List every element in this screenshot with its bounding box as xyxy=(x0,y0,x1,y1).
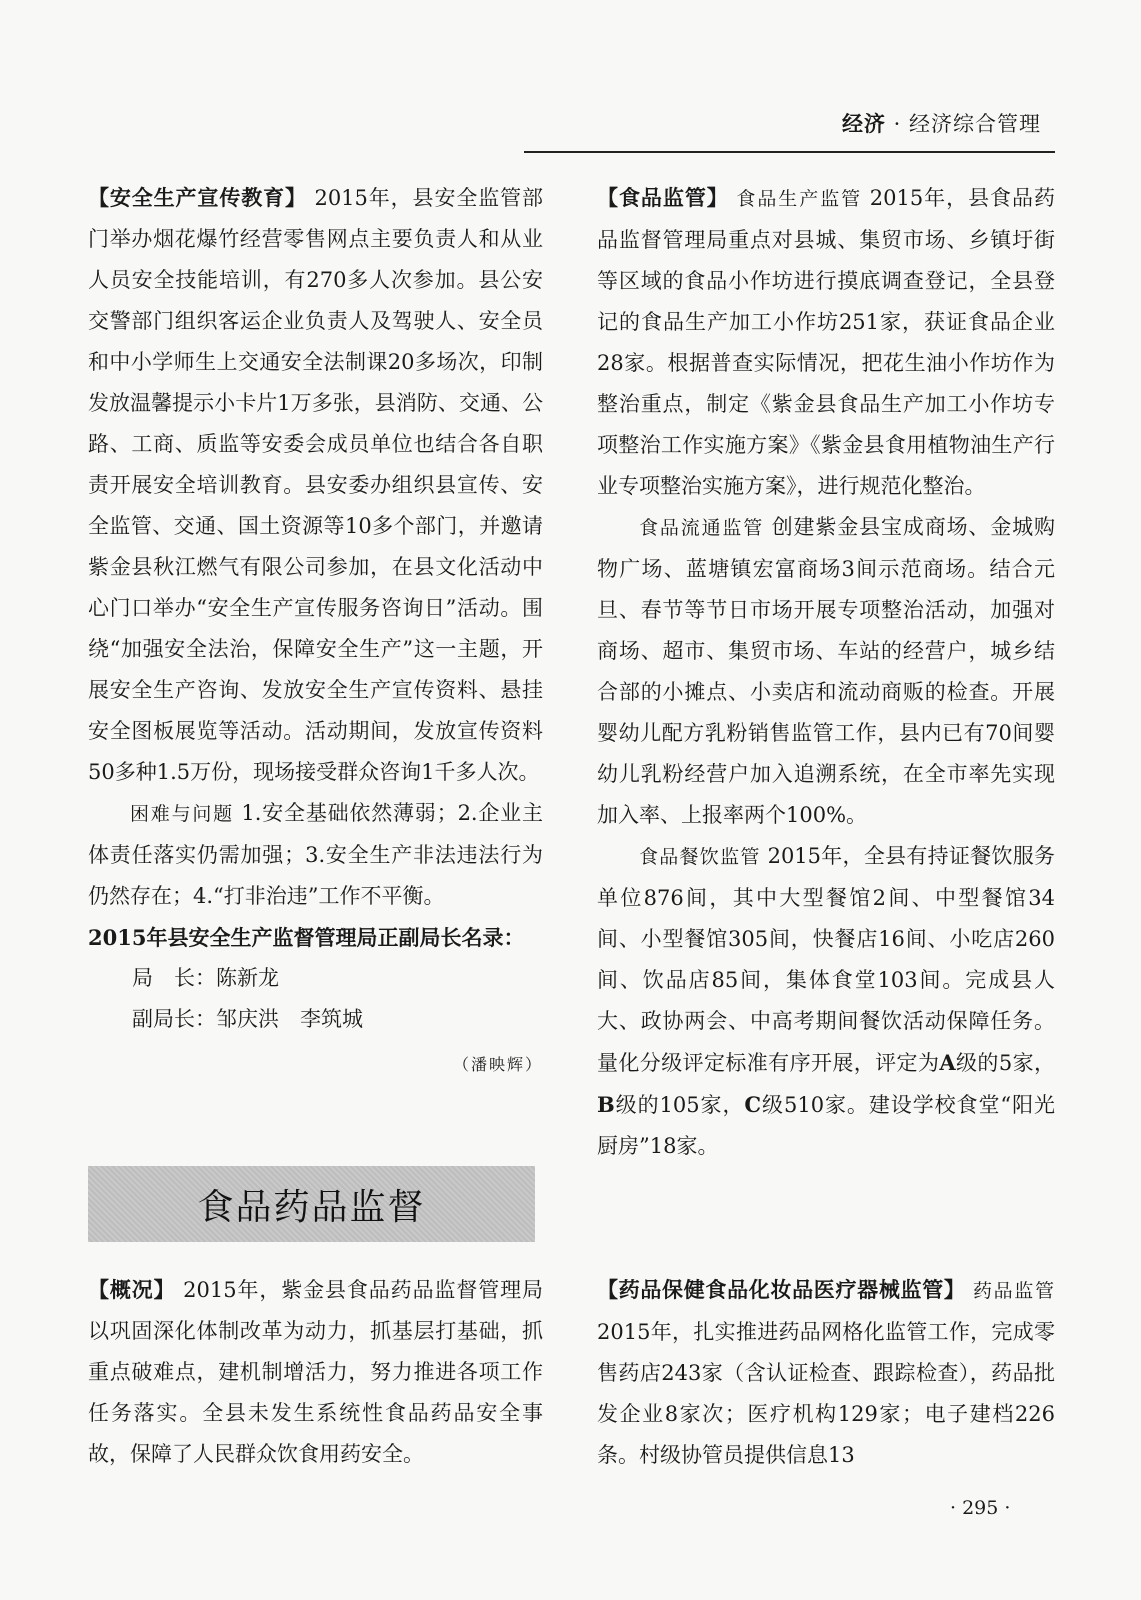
paragraph-drug-supervision xyxy=(597,1270,1055,1476)
paragraph-text: 2015年，紫金县食品药品监督管理局以巩固深化体制改革为动力，抓基层打基础，抓重点破难点，建机制增活力，努力推进各项工作任务落实。全县未发生系统性食品药品安全事故，保障了人民群众饮食用药安全。 xyxy=(88,1278,544,1466)
paragraph-text: 级510家。建设学校食堂“阳光厨房”18家。 xyxy=(597,1093,1055,1158)
header-rule xyxy=(524,151,1055,153)
paragraph-subhead: 困难与问题 xyxy=(130,803,234,825)
paragraph-subhead: 药品监管 xyxy=(972,1280,1055,1302)
paragraph-food-supervision xyxy=(597,178,1055,507)
paragraph-subhead: 食品生产监管 xyxy=(736,188,863,210)
paragraph-lead: 【食品监管】 xyxy=(597,186,729,210)
paragraph-text: 级的5家， xyxy=(955,1051,1055,1075)
paragraph-text: 1.安全基础依然薄弱；2.企业主体责任落实仍需加强；3.安全生产非法违法行为仍然存在；4.“打非治违”工作不平衡。 xyxy=(88,801,543,908)
paragraph-food-circulation xyxy=(597,507,1055,836)
right-column xyxy=(597,178,1055,1167)
paragraph-text: 创建紫金县宝成商场、金城购物广场、蓝塘镇宏富商场3间示范商场。结合元旦、春节等节日市场开展专项整治活动，加强对商场、超市、集贸市场、车站的经营户，城乡结合部的小摊点、小卖店和流动商贩的检查。开展婴幼儿配方乳粉销售监管工作，县内已有70间婴幼儿乳粉经营户加入追溯系统，在全市率先实现加入率、上报率两个100%。 xyxy=(597,515,1055,827)
paragraph-safety-education xyxy=(88,178,543,793)
paragraph-text: 2015年，县安全监管部门举办烟花爆竹经营零售网点主要负责人和从业人员安全技能培训，有270多人次参加。县公安交警部门组织客运企业负责人及驾驶人、安全员和中小学师生上交通安全法制课20多场次，印制发放温馨提示小卡片1万多张，县消防、交通、公路、工商、质监等安委会成员单位也结合各自职责开展安全培训教育。县安委办组织县宣传、安全监管、交通、国土资源等10多个部门，并邀请紫金县秋江燃气有限公司参加，在县文化活动中心门口举办“安全生产宣传服务咨询日”活动。围绕“加强安全法治，保障安全生产”这一主题，开展安全生产咨询、发放安全生产宣传资料、悬挂安全图板展览等活动。活动期间，发放宣传资料50多种1.5万份，现场接受群众咨询1千多人次。 xyxy=(88,186,543,784)
paragraph-subhead: 食品流通监管 xyxy=(639,517,765,539)
paragraph-subhead: 食品餐饮监管 xyxy=(639,846,761,868)
officer-deputy: 副局长：邹庆洪 李筑城 xyxy=(132,1007,363,1031)
paragraph-text: 级的105家， xyxy=(614,1093,745,1117)
officer-director: 局 长：陈新龙 xyxy=(132,966,279,990)
officer-list-title: 2015年县安全生产监督管理局正副局长名录： xyxy=(88,925,525,950)
section-banner xyxy=(88,1166,535,1242)
paragraph-overview xyxy=(88,1270,543,1475)
grade-b-label: B xyxy=(597,1092,615,1117)
paragraph-text: 2015年，县食品药品监督管理局重点对县城、集贸市场、乡镇圩街等区域的食品小作坊进行摸底调查登记，全县登记的食品生产加工小作坊251家，获证食品企业28家。根据普查实际情况，把花生油小作坊作为整治重点，制定《紫金县食品生产加工小作坊专项整治工作实施方案》《紫金县食用植物油生产行业专项整治实施方案》，进行规范化整治。 xyxy=(597,186,1055,498)
paragraph-lead: 【安全生产宣传教育】 xyxy=(88,186,307,210)
left-column xyxy=(88,178,543,1085)
page-number: · 295 · xyxy=(950,1497,1011,1519)
header-subsection: 经济综合管理 xyxy=(909,112,1041,136)
paragraph-text: 2015年，扎实推进药品网格化监管工作，完成零售药店243家（含认证检查、跟踪检查），药品批发企业8家次；医疗机构129家；电子建档226条。村级协管员提供信息13 xyxy=(597,1320,1055,1467)
paragraph-difficulties xyxy=(88,793,543,917)
left-bottom-column xyxy=(88,1270,543,1475)
header-section: 经济 xyxy=(841,111,886,136)
author-credit: （潘映辉） xyxy=(452,1055,543,1074)
grade-c-label: C xyxy=(744,1092,762,1117)
section-banner-title: 食品药品监督 xyxy=(197,1186,426,1228)
paragraph-text: 2015年，全县有持证餐饮服务单位876间，其中大型餐馆2间、中型餐馆34间、小型餐馆305间，快餐店16间、小吃店260间、饮品店85间，集体食堂103间。完成县人大、政协两会、中高考期间餐饮活动保障任务。量化分级评定标准有序开展，评定为 xyxy=(597,844,1055,1075)
paragraph-lead: 【药品保健食品化妆品医疗器械监管】 xyxy=(597,1278,966,1302)
right-bottom-column xyxy=(597,1270,1055,1476)
paragraph-lead: 【概况】 xyxy=(88,1278,176,1302)
header-dot: · xyxy=(893,112,902,136)
running-header xyxy=(842,108,1041,138)
paragraph-food-catering xyxy=(597,836,1055,1167)
grade-a-label: A xyxy=(939,1050,956,1075)
